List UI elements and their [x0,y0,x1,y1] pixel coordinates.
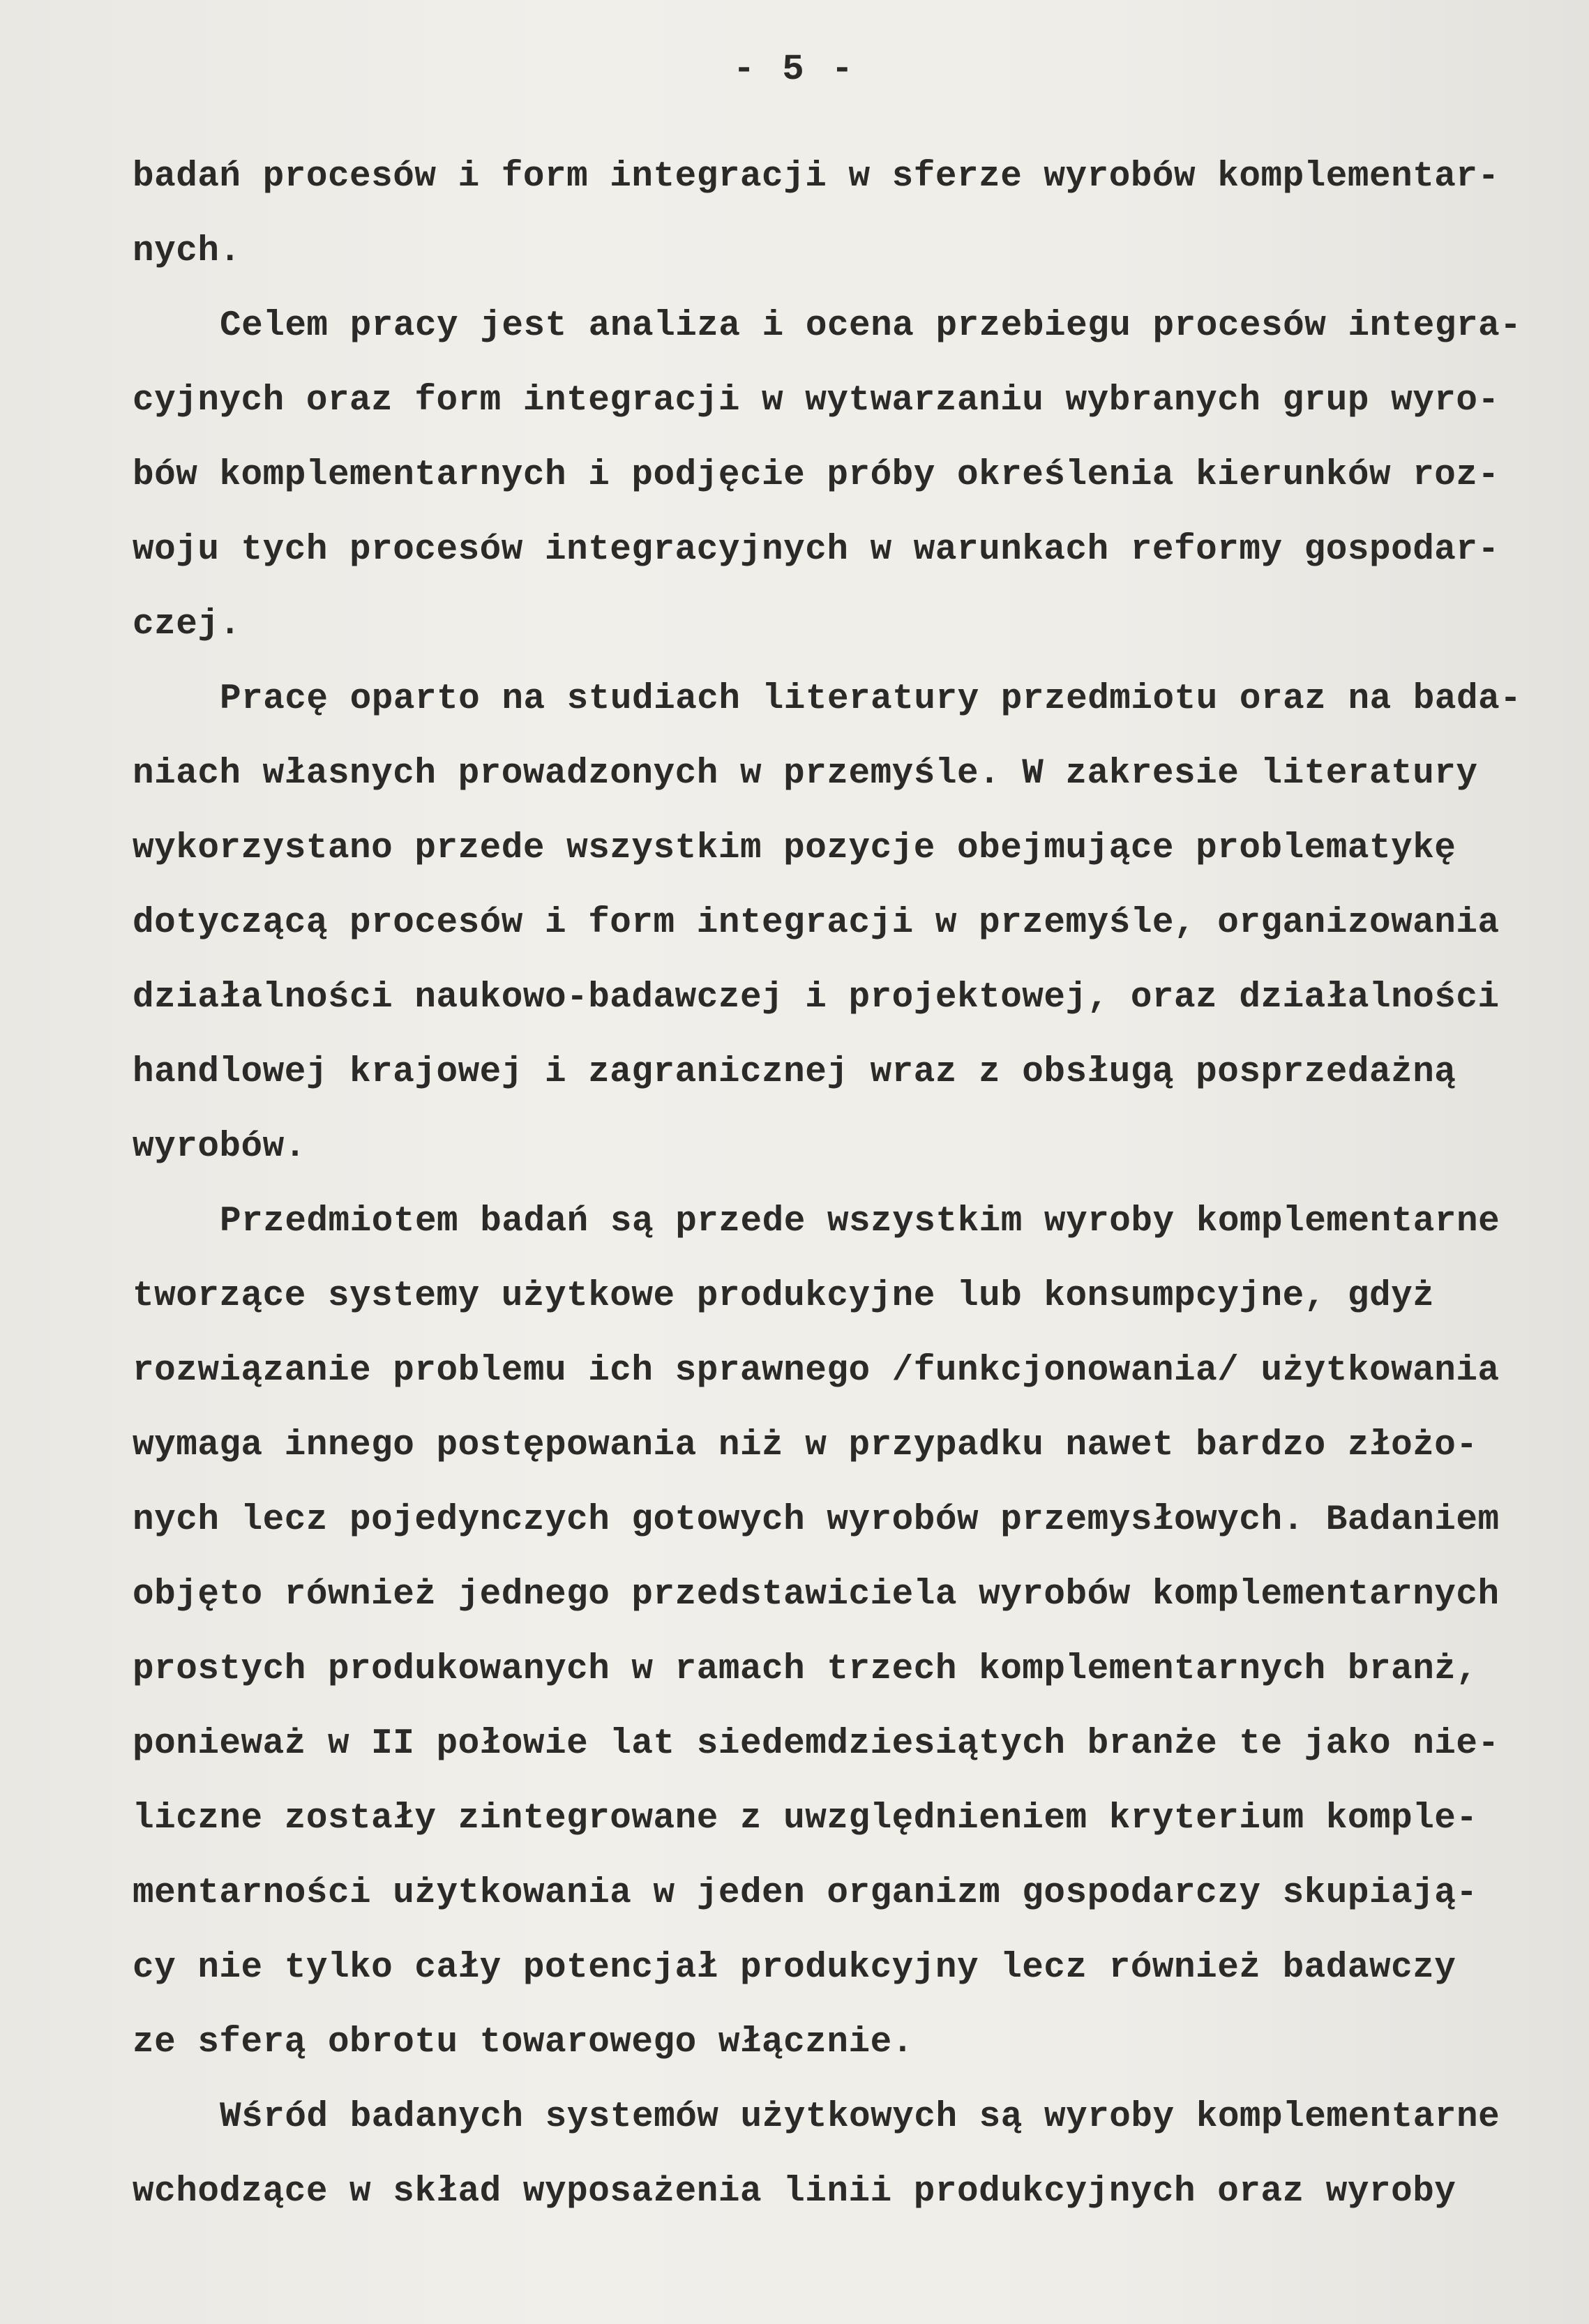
text-line: badań procesów i form integracji w sferze wyrobów komplementar- [133,157,1500,197]
text-line: wyrobów. [133,1127,306,1167]
text-line: Celem pracy jest analiza i ocena przebiegu procesów integra- [220,306,1522,346]
text-line: ponieważ w II połowie lat siedemdziesiątych branże te jako nie- [133,1724,1500,1764]
text-line: dotyczącą procesów i form integracji w przemyśle, organizowania [133,903,1500,943]
text-line: Pracę oparto na studiach literatury przedmiotu oraz na bada- [220,679,1522,719]
text-line: wykorzystano przede wszystkim pozycje obejmujące problematykę [133,829,1456,868]
text-line: liczne zostały zintegrowane z uwzględnieniem kryterium komple- [133,1799,1478,1839]
text-line: bów komplementarnych i podjęcie próby określenia kierunków roz- [133,455,1500,495]
text-line: Wśród badanych systemów użytkowych są wyroby komplementarne [220,2097,1500,2137]
text-line: wchodzące w skład wyposażenia linii produkcyjnych oraz wyroby [133,2172,1456,2212]
text-line: Przedmiotem badań są przede wszystkim wyroby komplementarne [220,1202,1500,1242]
text-line: nych lecz pojedynczych gotowych wyrobów przemysłowych. Badaniem [133,1500,1500,1540]
text-line: niach własnych prowadzonych w przemyśle. W zakresie literatury [133,754,1478,794]
text-line: handlowej krajowej i zagranicznej wraz z obsługą posprzedażną [133,1052,1456,1092]
text-line: cyjnych oraz form integracji w wytwarzaniu wybranych grup wyro- [133,381,1500,421]
text-line: działalności naukowo-badawczej i projektowej, oraz działalności [133,978,1500,1018]
text-line: wymaga innego postępowania niż w przypadku nawet bardzo złożo- [133,1426,1478,1465]
text-line: czej. [133,605,241,644]
page-number: - 5 - [732,49,857,90]
text-line: cy nie tylko cały potencjał produkcyjny lecz również badawczy [133,1948,1456,1988]
text-line: nych. [133,232,241,271]
body-text [133,139,1522,2229]
text-line: woju tych procesów integracyjnych w warunkach reformy gospodar- [133,530,1500,570]
text-line: rozwiązanie problemu ich sprawnego /funkcjonowania/ użytkowania [133,1351,1500,1391]
text-line: tworzące systemy użytkowe produkcyjne lub konsumpcyjne, gdyż [133,1276,1435,1316]
text-line: prostych produkowanych w ramach trzech komplementarnych branż, [133,1650,1478,1689]
text-line: objęto również jednego przedstawiciela wyrobów komplementarnych [133,1575,1500,1615]
text-line: ze sferą obrotu towarowego włącznie. [133,2023,914,2062]
text-line: mentarności użytkowania w jeden organizm gospodarczy skupiają- [133,1873,1478,1913]
